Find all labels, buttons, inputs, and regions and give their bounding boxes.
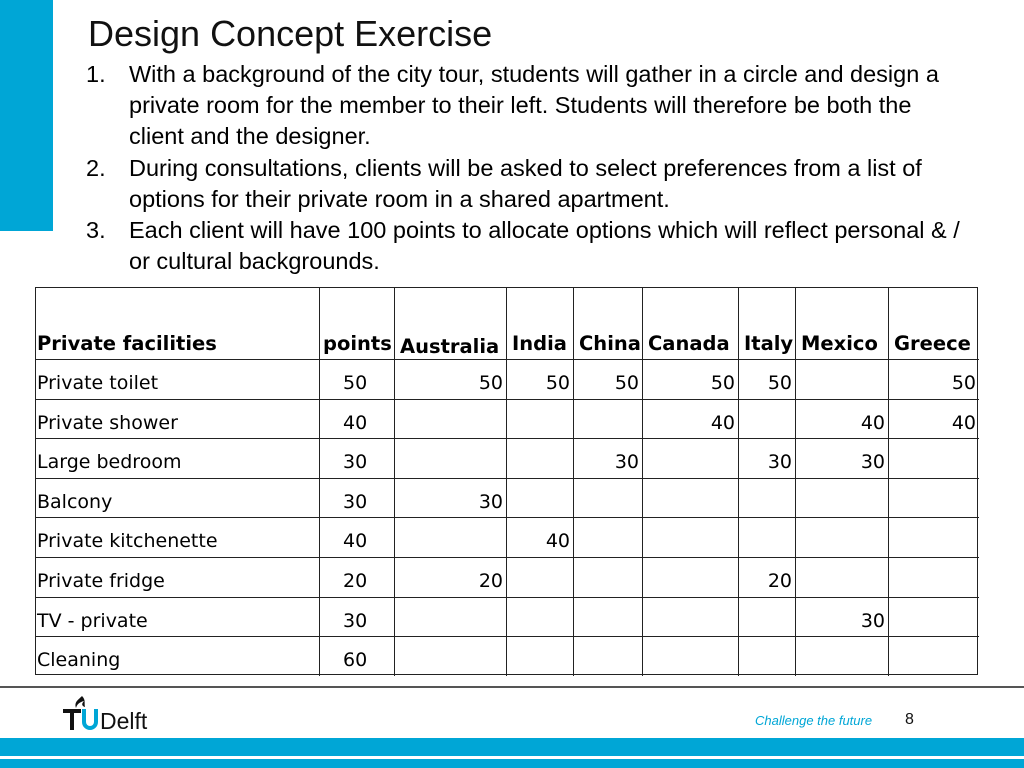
instruction-list [86, 59, 966, 277]
table-row-label: TV - private [37, 610, 148, 632]
table-row-label: Private toilet [37, 372, 159, 394]
table-header-cell: Greece [894, 332, 971, 355]
table-cell-value: 50 [478, 372, 503, 394]
table-cell-value: 40 [545, 530, 570, 552]
table-header-cell: Italy [744, 332, 794, 355]
instruction-number: 1. [86, 61, 106, 87]
table-column-divider [319, 288, 320, 676]
table-cell-value: 40 [951, 412, 976, 434]
table-cell-value: 50 [343, 372, 368, 394]
table-cell-value: 30 [343, 451, 368, 473]
table-cell-value: 30 [860, 451, 885, 473]
table-row-label: Balcony [37, 491, 113, 513]
table-cell-value: 30 [614, 451, 639, 473]
table-row-label: Cleaning [37, 649, 121, 671]
footer-bar [0, 738, 1024, 756]
table-cell-value: 30 [478, 491, 503, 513]
table-cell-value: 30 [343, 610, 368, 632]
table-row-divider [36, 438, 979, 439]
instruction-text: During consultations, clients will be asked to select preferences from a list of options for their private room in a shared apartment. [129, 154, 922, 212]
slide-title: Design Concept Exercise [88, 13, 493, 54]
table-row-divider [36, 597, 979, 598]
footer-divider [0, 686, 1024, 688]
table-cell-value: 50 [767, 372, 792, 394]
table-cell-value: 40 [860, 412, 885, 434]
instruction-number: 2. [86, 154, 106, 181]
table-cell-value: 20 [478, 570, 503, 592]
table-cell-value: 50 [951, 372, 976, 394]
footer-bar-thin [0, 759, 1024, 768]
table-column-divider [573, 288, 574, 676]
table-cell-value: 40 [710, 412, 735, 434]
instruction-item [86, 215, 966, 277]
page-number: 8 [905, 711, 914, 728]
table-row-divider [36, 399, 979, 400]
table-header-cell: Private facilities [37, 332, 217, 355]
table-column-divider [394, 288, 395, 676]
instruction-text: Each client will have 100 points to allocate options which will reflect personal & / or cultural backgrounds. [129, 217, 960, 275]
table-cell-value: 30 [343, 491, 368, 513]
tudelft-logo [60, 692, 170, 734]
table-header-cell: points [323, 332, 392, 355]
table-cell-value: 30 [860, 610, 885, 632]
table-cell-value: 40 [343, 412, 368, 434]
preferences-table [35, 287, 978, 675]
table-column-divider [795, 288, 796, 676]
svg-text:Delft: Delft [100, 708, 148, 734]
table-row-divider [36, 636, 979, 637]
instruction-text: With a background of the city tour, students will gather in a circle and design a private room for the member to their left. Students will therefore be both the client and the designer. [129, 61, 939, 150]
table-row-divider [36, 557, 979, 558]
instruction-item [86, 153, 966, 215]
table-cell-value: 50 [545, 372, 570, 394]
table-cell-value: 50 [614, 372, 639, 394]
table-header-cell: Australia [400, 335, 500, 358]
table-cell-value: 60 [343, 649, 368, 671]
table-column-divider [506, 288, 507, 676]
table-cell-value: 50 [710, 372, 735, 394]
table-row-label: Private fridge [37, 570, 165, 592]
instruction-number: 3. [86, 217, 106, 244]
table-row-label: Large bedroom [37, 451, 182, 473]
accent-block [0, 0, 53, 231]
table-header-cell: Mexico [801, 332, 878, 355]
table-column-divider [738, 288, 739, 676]
table-column-divider [642, 288, 643, 676]
table-column-divider [888, 288, 889, 676]
table-header-cell: Canada [648, 332, 730, 355]
table-cell-value: 20 [767, 570, 792, 592]
instruction-item [86, 59, 966, 153]
table-row-label: Private shower [37, 412, 178, 434]
table-cell-value: 20 [343, 570, 368, 592]
table-cell-value: 40 [343, 530, 368, 552]
table-cell-value: 30 [767, 451, 792, 473]
table-header-cell: India [512, 332, 567, 355]
table-row-label: Private kitchenette [37, 530, 218, 552]
table-row-divider [36, 517, 979, 518]
table-row-divider [36, 359, 979, 360]
table-row-divider [36, 478, 979, 479]
footer-tagline: Challenge the future [755, 713, 873, 728]
table-header-cell: China [579, 332, 641, 355]
